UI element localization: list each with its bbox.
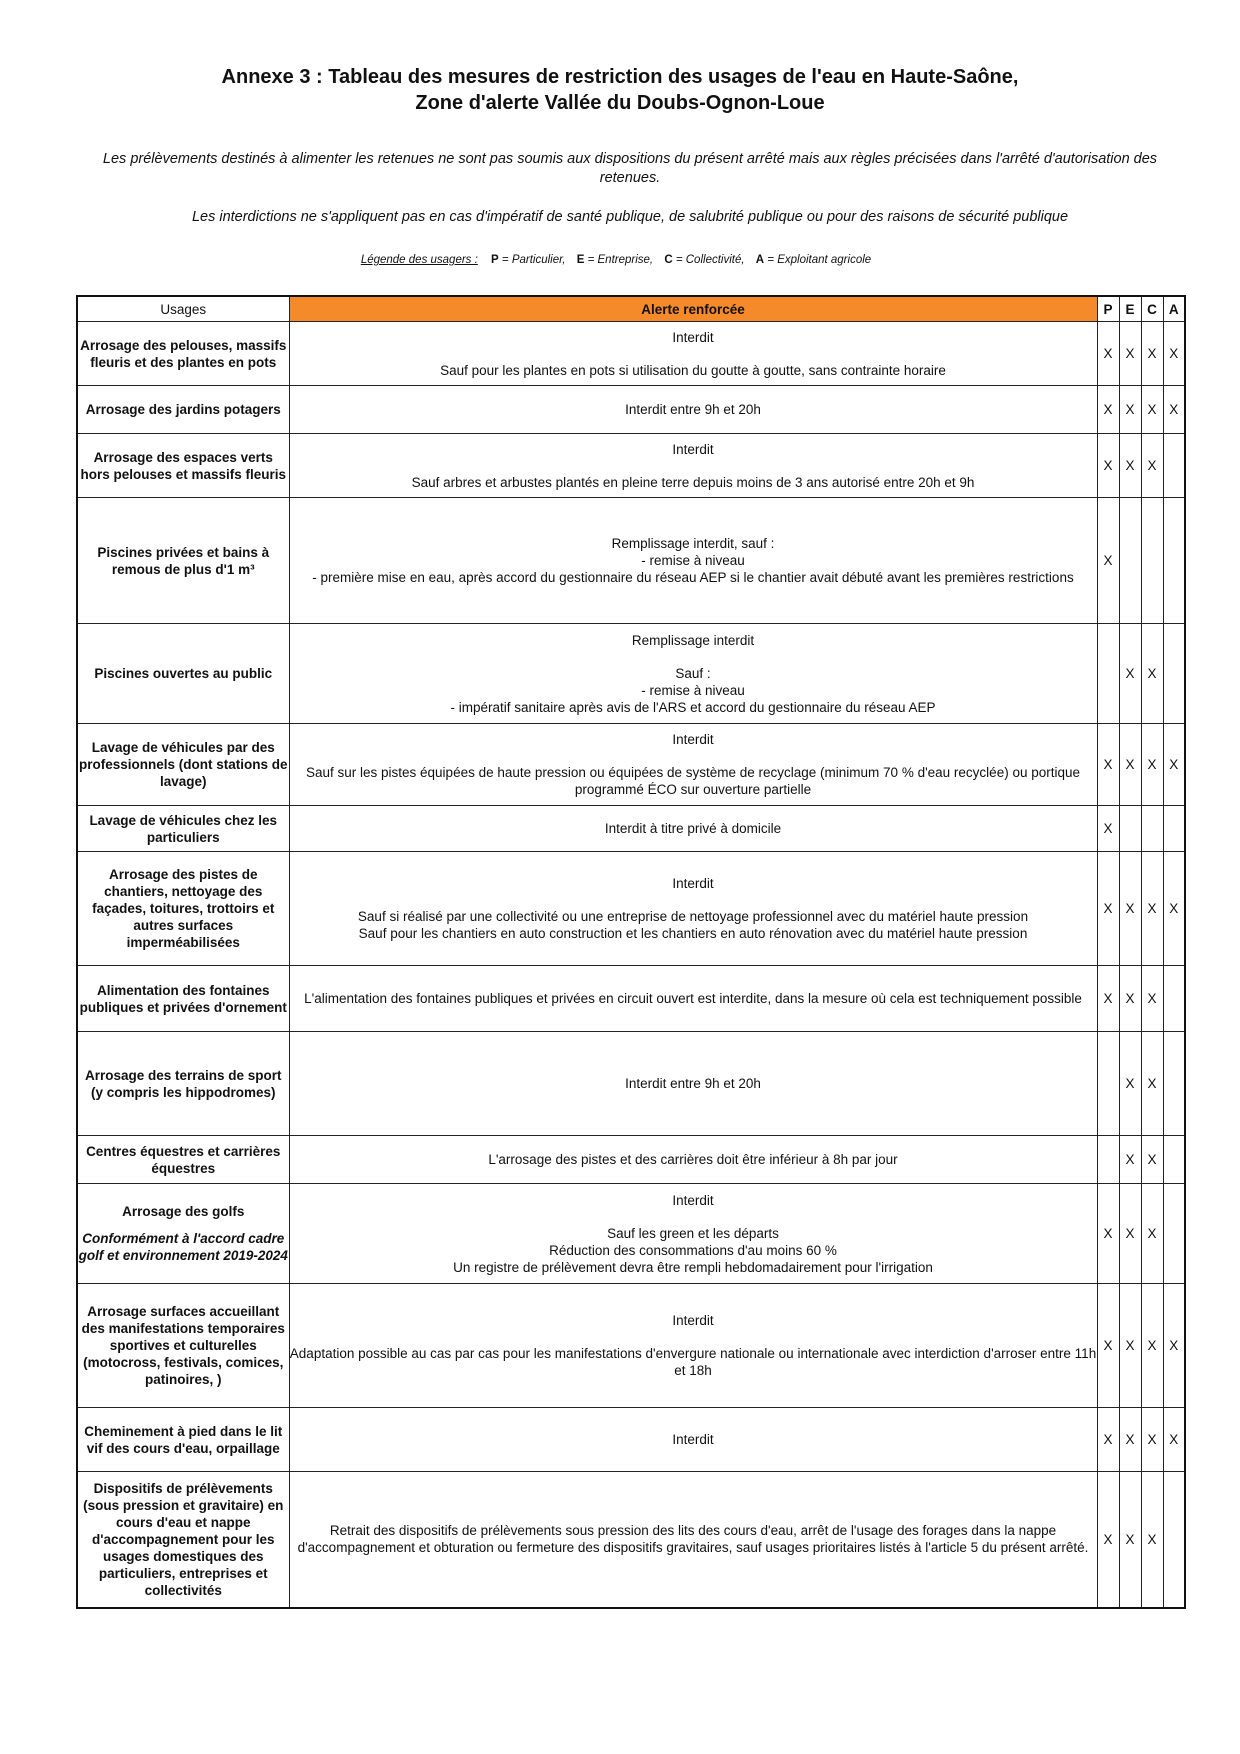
usage-cell xyxy=(77,1184,289,1284)
measure-cell xyxy=(289,806,1097,852)
measure-line: Retrait des dispositifs de prélèvements sous pression des lits des cours d'eau, arrêt de l'usage des forages dans la nappe d'accompagnement et obturation ou fermeture des dispositifs gravitaires, sauf usages prioritaires listés à l'article 5 du présent arrêté. xyxy=(297,1523,1089,1556)
usage-label: Piscines privées et bains à remous de plus d'1 m³ xyxy=(97,544,270,577)
usager-mark-a xyxy=(1163,806,1185,852)
measure-cell xyxy=(289,1472,1097,1608)
measure-line: L'alimentation des fontaines publiques et privées en circuit ouvert est interdite, dans la mesure où cela est techniquement possible xyxy=(304,991,1082,1006)
usage-cell xyxy=(77,966,289,1032)
usager-mark-a xyxy=(1163,624,1185,724)
measure-cell xyxy=(289,498,1097,624)
measure-line: L'arrosage des pistes et des carrières doit être inférieur à 8h par jour xyxy=(488,1152,898,1167)
usage-cell xyxy=(77,806,289,852)
usager-mark-p: X xyxy=(1097,966,1119,1032)
usager-mark-p: X xyxy=(1097,1408,1119,1472)
usager-mark-e: X xyxy=(1119,1136,1141,1184)
usager-mark-p xyxy=(1097,1136,1119,1184)
table-row xyxy=(77,322,1185,386)
legend-title: Légende des usagers : xyxy=(360,254,478,266)
usager-mark-e: X xyxy=(1119,322,1141,386)
usager-mark-c: X xyxy=(1141,1408,1163,1472)
measure-cell xyxy=(289,624,1097,724)
measure-line: - impératif sanitaire après avis de l'ARS et accord du gestionnaire du réseau AEP xyxy=(450,699,936,715)
usager-mark-a: X xyxy=(1163,724,1185,806)
header-a: A xyxy=(1163,296,1185,322)
usager-mark-p xyxy=(1097,624,1119,724)
table-row xyxy=(77,1408,1185,1472)
usager-mark-a: X xyxy=(1163,1408,1185,1472)
usage-label: Arrosage des espaces verts hors pelouses et massifs fleuris xyxy=(80,449,287,482)
measure-line: Interdit xyxy=(672,1313,714,1328)
usager-mark-e xyxy=(1119,806,1141,852)
usager-mark-p: X xyxy=(1097,806,1119,852)
measure-line: Interdit entre 9h et 20h xyxy=(625,402,761,417)
usage-label: Cheminement à pied dans le lit vif des cours d'eau, orpaillage xyxy=(84,1423,283,1456)
measure-line: Interdit xyxy=(672,1192,714,1208)
usage-label: Arrosage des pelouses, massifs fleuris et des plantes en pots xyxy=(80,337,287,370)
usager-mark-c: X xyxy=(1141,1136,1163,1184)
table-row xyxy=(77,852,1185,966)
usager-mark-c: X xyxy=(1141,852,1163,966)
usager-mark-a: X xyxy=(1163,322,1185,386)
usager-mark-c xyxy=(1141,498,1163,624)
table-row xyxy=(77,1472,1185,1608)
header-e: E xyxy=(1119,296,1141,322)
usage-cell xyxy=(77,624,289,724)
usager-mark-c: X xyxy=(1141,322,1163,386)
measure-line: Sauf arbres et arbustes plantés en pleine terre depuis moins de 3 ans autorisé entre 20h et 9h xyxy=(411,474,975,490)
usage-cell xyxy=(77,498,289,624)
usager-mark-p: X xyxy=(1097,1472,1119,1608)
table-row xyxy=(77,624,1185,724)
table-row xyxy=(77,498,1185,624)
usager-mark-c: X xyxy=(1141,434,1163,498)
title-line-2: Zone d'alerte Vallée du Doubs-Ognon-Loue xyxy=(415,92,825,114)
usager-mark-a xyxy=(1163,498,1185,624)
usager-mark-p: X xyxy=(1097,498,1119,624)
usage-cell xyxy=(77,724,289,806)
measure-cell xyxy=(289,386,1097,434)
usager-mark-e: X xyxy=(1119,386,1141,434)
measure-line: Interdit xyxy=(672,732,714,747)
usager-mark-e: X xyxy=(1119,1284,1141,1408)
legend-item-c: C = Collectivité, xyxy=(664,254,745,266)
measure-line: Réduction des consommations d'au moins 60 % xyxy=(549,1242,837,1258)
usager-mark-e: X xyxy=(1119,1032,1141,1136)
usager-mark-e: X xyxy=(1119,434,1141,498)
usager-mark-c: X xyxy=(1141,1472,1163,1608)
usager-mark-p: X xyxy=(1097,724,1119,806)
usager-mark-e: X xyxy=(1119,724,1141,806)
usage-label: Arrosage des golfs xyxy=(122,1204,245,1219)
usager-mark-c: X xyxy=(1141,1032,1163,1136)
usage-label: Alimentation des fontaines publiques et privées d'ornement xyxy=(79,982,287,1015)
usager-mark-e: X xyxy=(1119,1184,1141,1284)
usage-label: Dispositifs de prélèvements (sous pression et gravitaire) en cours d'eau et nappe d'accompagnement pour les usages domestiques des particuliers, entreprises et collectivités xyxy=(83,1480,284,1598)
measure-line: Sauf pour les chantiers en auto construction et les chantiers en auto rénovation avec du matériel haute pression xyxy=(358,926,1028,941)
usager-mark-a xyxy=(1163,966,1185,1032)
usage-label: Lavage de véhicules par des professionnels (dont stations de lavage) xyxy=(78,740,288,789)
measure-cell xyxy=(289,1284,1097,1408)
legend xyxy=(0,254,1240,266)
usager-mark-e: X xyxy=(1119,1472,1141,1608)
usage-note: Conformément à l'accord cadre golf et environnement 2019-2024 xyxy=(78,1231,288,1263)
usager-mark-a xyxy=(1163,1136,1185,1184)
usager-mark-a xyxy=(1163,1472,1185,1608)
measure-line: Interdit à titre privé à domicile xyxy=(604,821,782,836)
usager-mark-p: X xyxy=(1097,386,1119,434)
usager-mark-c: X xyxy=(1141,966,1163,1032)
usager-mark-e: X xyxy=(1119,852,1141,966)
usage-label: Arrosage des terrains de sport (y compris les hippodromes) xyxy=(84,1067,282,1100)
usage-label: Arrosage surfaces accueillant des manifestations temporaires sportives et culturelles (motocross, festivals, comices, patinoires, ) xyxy=(81,1304,285,1387)
measure-cell xyxy=(289,724,1097,806)
usager-mark-a: X xyxy=(1163,852,1185,966)
measure-line: Sauf sur les pistes équipées de haute pression ou équipées de système de recyclage (minimum 70 % d'eau recyclée) ou portique programmé ÉCO sur ouverture partielle xyxy=(305,765,1080,797)
measure-line: - remise à niveau xyxy=(641,553,745,568)
usager-mark-a: X xyxy=(1163,386,1185,434)
usage-cell xyxy=(77,1136,289,1184)
measure-cell xyxy=(289,852,1097,966)
usage-label: Arrosage des jardins potagers xyxy=(85,402,281,417)
legend-item-p: P = Particulier, xyxy=(491,254,566,266)
usage-cell xyxy=(77,1472,289,1608)
header-alerte-renforcee: Alerte renforcée xyxy=(289,296,1097,322)
table-row xyxy=(77,1136,1185,1184)
table-row xyxy=(77,966,1185,1032)
usage-cell xyxy=(77,434,289,498)
usager-mark-p: X xyxy=(1097,434,1119,498)
header-p: P xyxy=(1097,296,1119,322)
usage-cell xyxy=(77,1032,289,1136)
table-row xyxy=(77,1032,1185,1136)
table-header-row xyxy=(77,296,1185,322)
measure-line: Un registre de prélèvement devra être rempli hebdomadairement pour l'irrigation xyxy=(453,1259,933,1275)
usager-mark-e: X xyxy=(1119,966,1141,1032)
usager-mark-c xyxy=(1141,806,1163,852)
usager-mark-c: X xyxy=(1141,624,1163,724)
usager-mark-p: X xyxy=(1097,1184,1119,1284)
measure-cell xyxy=(289,1184,1097,1284)
table-row xyxy=(77,724,1185,806)
measure-cell xyxy=(289,1032,1097,1136)
table-row xyxy=(77,434,1185,498)
usager-mark-p: X xyxy=(1097,322,1119,386)
measure-line: - remise à niveau xyxy=(641,682,745,698)
usager-mark-a xyxy=(1163,1032,1185,1136)
usage-cell xyxy=(77,1408,289,1472)
table-row xyxy=(77,1284,1185,1408)
legend-item-a: A = Exploitant agricole xyxy=(755,254,872,266)
measure-cell xyxy=(289,322,1097,386)
usager-mark-p: X xyxy=(1097,1284,1119,1408)
usager-mark-c: X xyxy=(1141,1184,1163,1284)
usager-mark-c: X xyxy=(1141,1284,1163,1408)
measure-cell xyxy=(289,966,1097,1032)
usager-mark-a: X xyxy=(1163,1284,1185,1408)
measure-line: Sauf pour les plantes en pots si utilisation du goutte à goutte, sans contrainte horaire xyxy=(440,362,946,378)
measure-cell xyxy=(289,434,1097,498)
title-line-1: Annexe 3 : Tableau des mesures de restriction des usages de l'eau en Haute-Saône, xyxy=(221,66,1019,88)
usage-label: Piscines ouvertes au public xyxy=(94,666,273,681)
measure-line: Interdit entre 9h et 20h xyxy=(625,1076,761,1091)
usager-mark-p xyxy=(1097,1032,1119,1136)
table-row xyxy=(77,1184,1185,1284)
measure-line: Interdit xyxy=(672,329,714,345)
measure-line: Sauf : xyxy=(675,665,711,681)
usager-mark-a xyxy=(1163,1184,1185,1284)
measure-line: Remplissage interdit xyxy=(631,632,755,648)
usager-mark-e: X xyxy=(1119,624,1141,724)
measure-line: Interdit xyxy=(672,1432,714,1447)
measure-line: Interdit xyxy=(672,441,714,457)
usage-cell xyxy=(77,322,289,386)
legend-item-e: E = Entreprise, xyxy=(576,254,654,266)
usager-mark-c: X xyxy=(1141,724,1163,806)
usager-mark-c: X xyxy=(1141,386,1163,434)
header-usages: Usages xyxy=(77,296,289,322)
measure-line: Sauf les green et les départs xyxy=(607,1225,779,1241)
measure-cell xyxy=(289,1408,1097,1472)
usager-mark-a xyxy=(1163,434,1185,498)
usager-mark-e: X xyxy=(1119,1408,1141,1472)
table-body xyxy=(77,322,1185,1608)
table-row xyxy=(77,386,1185,434)
usager-mark-p: X xyxy=(1097,852,1119,966)
document-title xyxy=(0,64,1240,116)
usage-label: Arrosage des pistes de chantiers, nettoyage des façades, toitures, trottoirs et autres surfaces imperméabilisées xyxy=(92,867,275,950)
usage-cell xyxy=(77,386,289,434)
intro-paragraph-retenues: Les prélèvements destinés à alimenter les retenues ne sont pas soumis aux dispositions du présent arrêté mais aux règles précisées dans l'arrêté d'autorisation des retenues. xyxy=(102,151,1158,186)
usage-label: Centres équestres et carrières équestres xyxy=(86,1143,281,1176)
usage-cell xyxy=(77,1284,289,1408)
usager-mark-e xyxy=(1119,498,1141,624)
restriction-table xyxy=(76,295,1186,1609)
header-c: C xyxy=(1141,296,1163,322)
measure-line: - première mise en eau, après accord du gestionnaire du réseau AEP si le chantier avait débuté avant les premières restrictions xyxy=(312,570,1074,585)
intro-paragraph-exceptions: Les interdictions ne s'appliquent pas en cas d'impératif de santé publique, de salubrité publique ou pour des raisons de sécurité publique xyxy=(191,209,1069,225)
usage-label: Lavage de véhicules chez les particuliers xyxy=(89,812,278,845)
measure-cell xyxy=(289,1136,1097,1184)
table-row xyxy=(77,806,1185,852)
measure-line: Sauf si réalisé par une collectivité ou une entreprise de nettoyage professionnel avec du matériel haute pression xyxy=(357,909,1029,924)
usage-cell xyxy=(77,852,289,966)
measure-line: Adaptation possible au cas par cas pour les manifestations d'envergure nationale ou internationale avec interdiction d'arroser entre 11h et 18h xyxy=(289,1346,1097,1378)
measure-line: Remplissage interdit, sauf : xyxy=(611,536,775,551)
measure-line: Interdit xyxy=(672,876,714,891)
